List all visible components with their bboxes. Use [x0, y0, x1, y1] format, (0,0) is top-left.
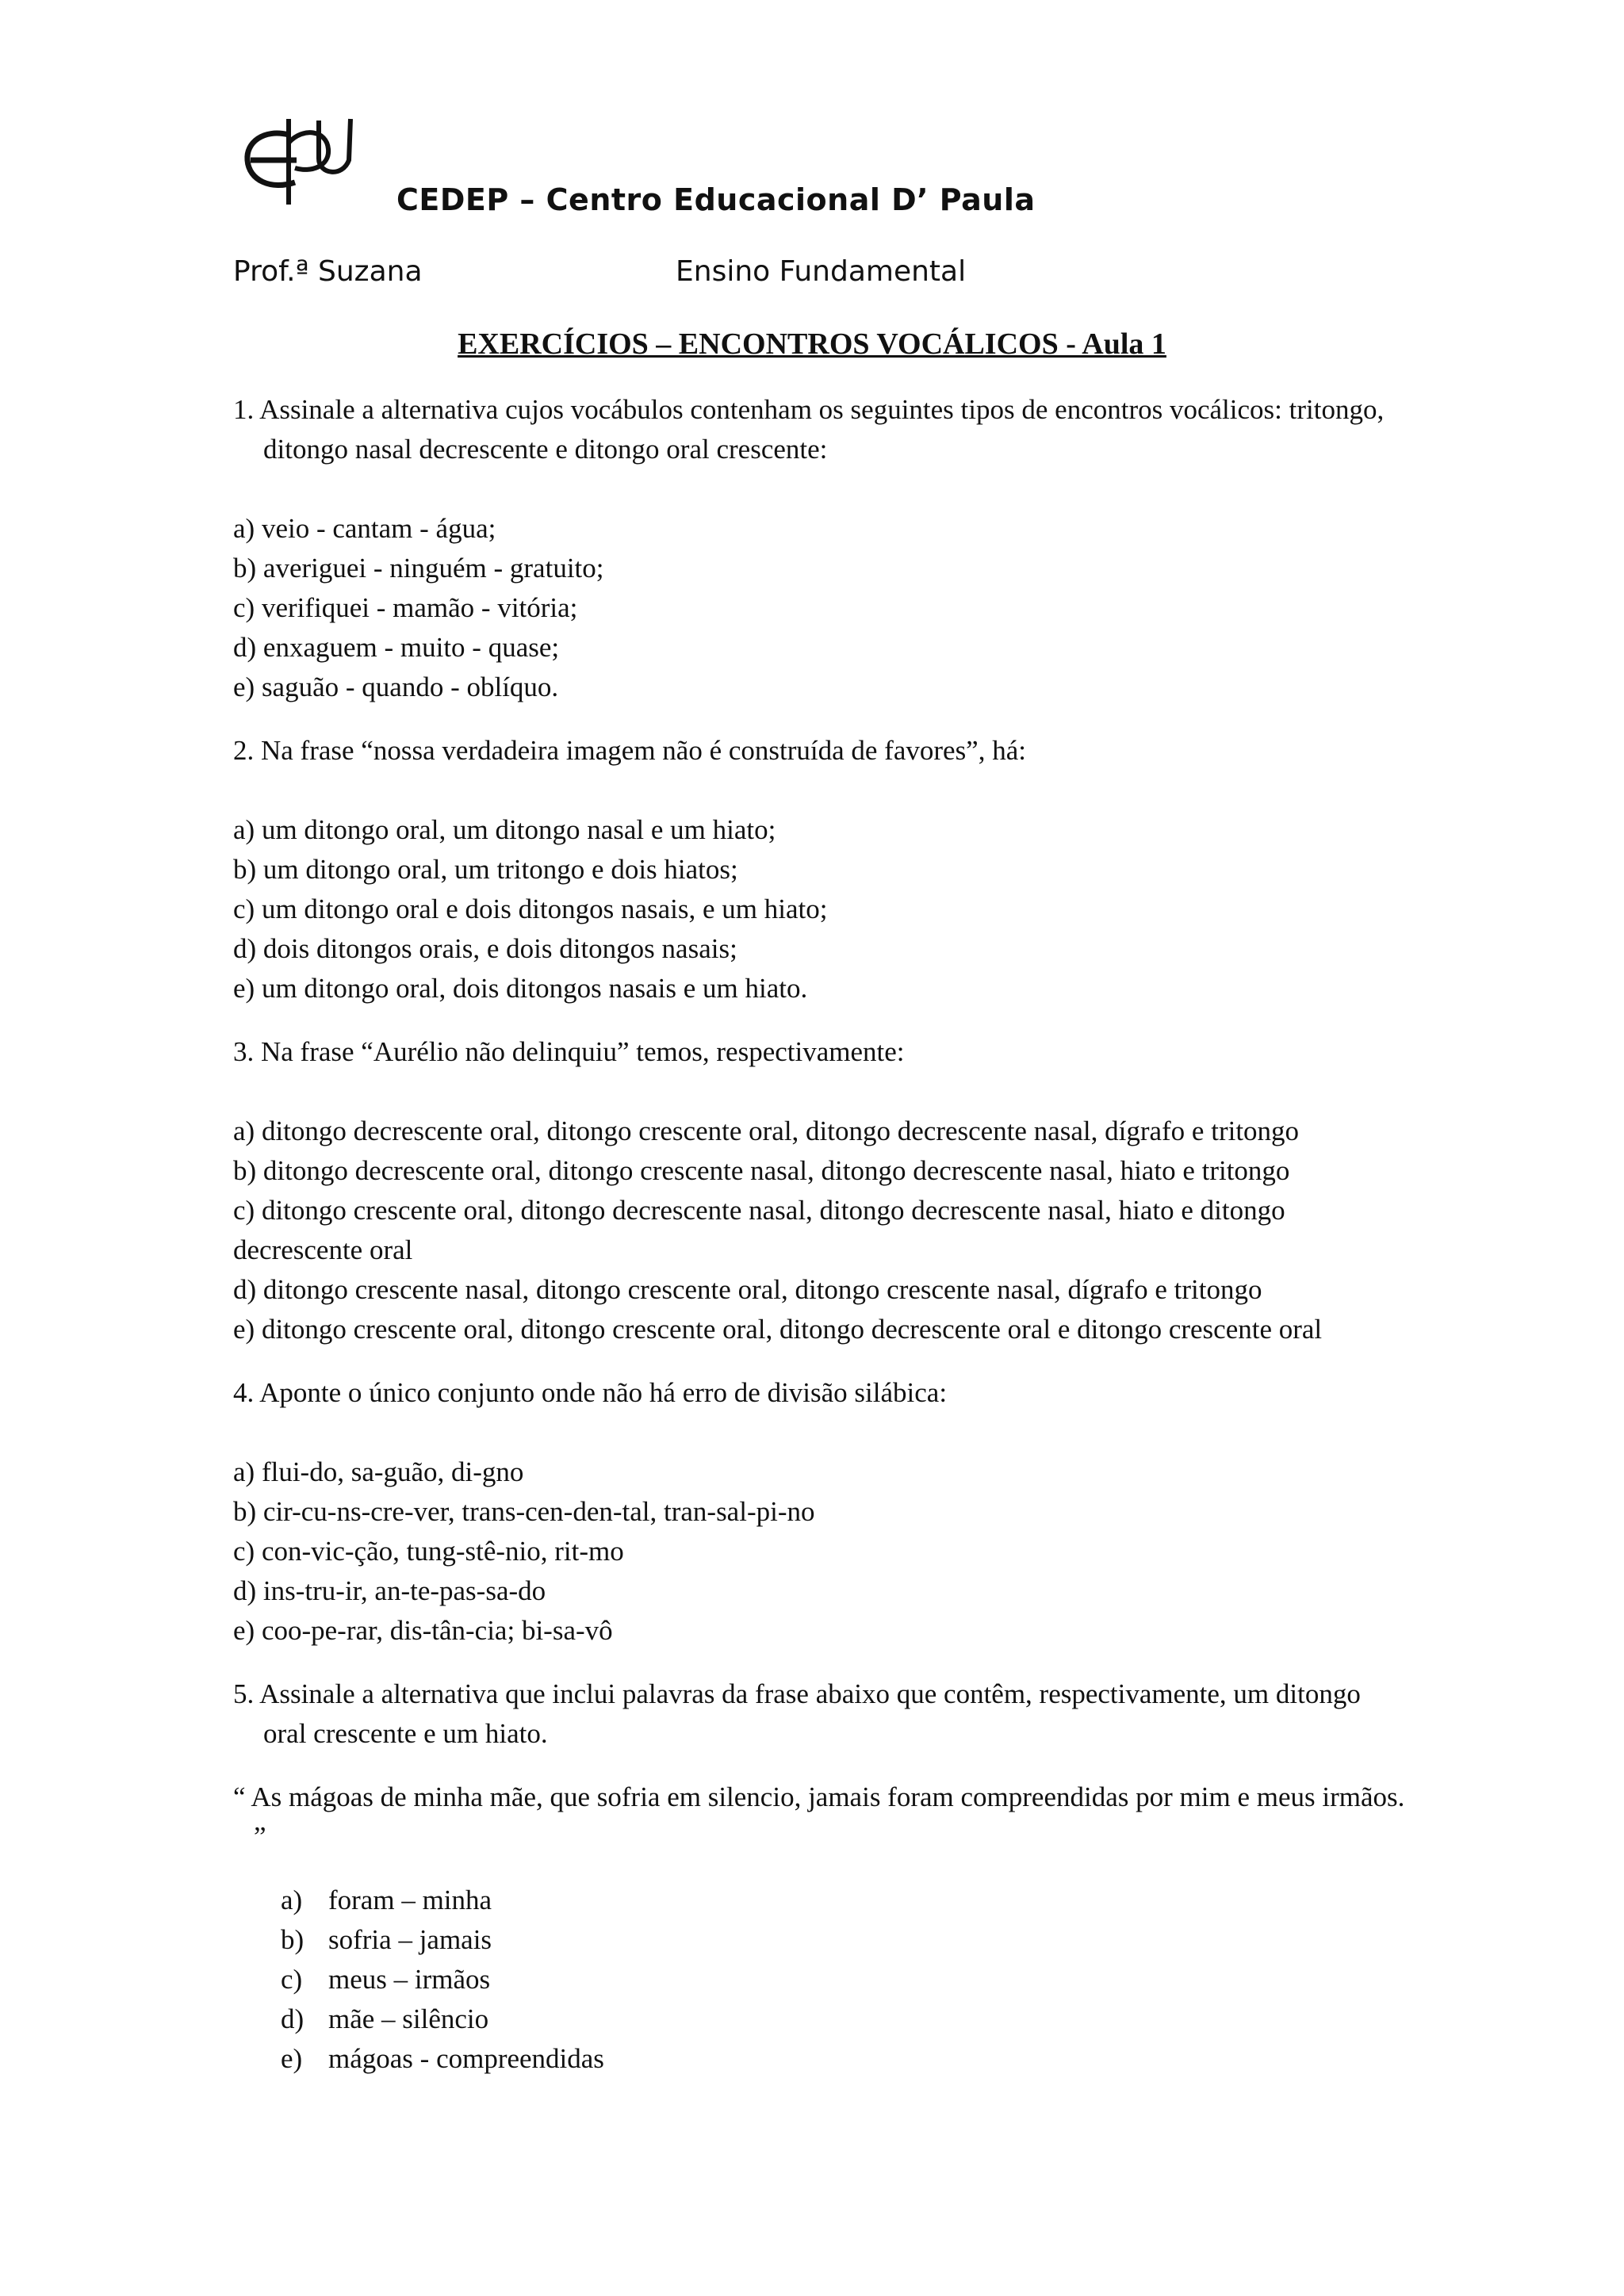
- option-letter: c): [281, 1964, 303, 1995]
- question-4: 4. Aponte o único conjunto onde não há erro de divisão silábica:: [233, 1377, 948, 1408]
- option: a) flui-do, sa-guão, di-gno: [233, 1456, 524, 1487]
- option-text: meus – irmãos: [328, 1964, 491, 1995]
- option: c) con-vic-ção, tung-stê-nio, rit-mo: [233, 1536, 624, 1567]
- option: c) um ditongo oral e dois ditongos nasais, e um hiato;: [233, 894, 828, 924]
- option-letter: d): [281, 2003, 304, 2034]
- option: [281, 2039, 1407, 2079]
- teacher-name: Prof.ª Suzana: [233, 255, 423, 288]
- question-1: 1. Assinale a alternativa cujos vocábulos contenham os seguintes tipos de encontros vocálicos: tritongo, ditongo nasal decrescente e ditongo oral crescente:: [233, 394, 1385, 465]
- option: b) um ditongo oral, um tritongo e dois hiatos;: [233, 854, 738, 885]
- worksheet-title: EXERCÍCIOS – ENCONTROS VOCÁLICOS - Aula 1: [458, 327, 1166, 361]
- option: d) enxaguem - muito - quase;: [233, 632, 560, 663]
- question-3-options: [233, 1112, 1407, 1349]
- option: b) ditongo decrescente oral, ditongo crescente nasal, ditongo decrescente nasal, hiato e tritongo: [233, 1155, 1290, 1186]
- option: c) verifiquei - mamão - vitória;: [233, 592, 578, 623]
- option: [281, 1999, 1407, 2039]
- option: [281, 1881, 1407, 1920]
- header-info: [233, 255, 1423, 295]
- option: b) averiguei - ninguém - gratuito;: [233, 553, 604, 584]
- option: e) saguão - quando - oblíquo.: [233, 672, 559, 702]
- question-5-options: [233, 1881, 1407, 2079]
- option: a) ditongo decrescente oral, ditongo crescente oral, ditongo decrescente nasal, dígrafo e tritongo: [233, 1115, 1300, 1146]
- question-5-quote: “ As mágoas de minha mãe, que sofria em silencio, jamais foram compreendidas por mim e meus irmãos. ”: [233, 1781, 1405, 1852]
- question-2: 2. Na frase “nossa verdadeira imagem não é construída de favores”, há:: [233, 735, 1026, 766]
- option: e) ditongo crescente oral, ditongo crescente oral, ditongo decrescente oral e ditongo crescente oral: [233, 1314, 1323, 1345]
- exercise-list: [233, 390, 1407, 2079]
- option-letter: e): [281, 2043, 303, 2074]
- option-letter: a): [281, 1885, 303, 1915]
- cedep-logo: [239, 111, 366, 206]
- option: [281, 1920, 1407, 1960]
- question-4-options: [233, 1452, 1407, 1651]
- school-level: Ensino Fundamental: [676, 255, 967, 288]
- option: d) dois ditongos orais, e dois ditongos nasais;: [233, 933, 737, 964]
- option: d) ins-tru-ir, an-te-pas-sa-do: [233, 1575, 546, 1606]
- question-1-options: [233, 509, 1407, 707]
- question-2-options: [233, 810, 1407, 1008]
- option-letter: b): [281, 1924, 304, 1955]
- option: a) um ditongo oral, um ditongo nasal e um hiato;: [233, 814, 776, 845]
- school-name: CEDEP – Centro Educacional D’ Paula: [396, 182, 1036, 217]
- option: e) coo-pe-rar, dis-tân-cia; bi-sa-vô: [233, 1615, 613, 1646]
- option: e) um ditongo oral, dois ditongos nasais e um hiato.: [233, 973, 808, 1004]
- option-text: mágoas - compreendidas: [328, 2043, 604, 2074]
- option: a) veio - cantam - água;: [233, 513, 496, 544]
- option-text: mãe – silêncio: [328, 2003, 489, 2034]
- option: b) cir-cu-ns-cre-ver, trans-cen-den-tal, tran-sal-pi-no: [233, 1496, 815, 1527]
- option: c) ditongo crescente oral, ditongo decrescente nasal, ditongo decrescente nasal, hiato e ditongo decrescente oral: [233, 1195, 1285, 1265]
- question-5: 5. Assinale a alternativa que inclui palavras da frase abaixo que contêm, respectivamente, um ditongo oral crescente e um hiato.: [233, 1678, 1361, 1749]
- option: d) ditongo crescente nasal, ditongo crescente oral, ditongo crescente nasal, dígrafo e tritongo: [233, 1274, 1262, 1305]
- option-text: sofria – jamais: [328, 1924, 492, 1955]
- option-text: foram – minha: [328, 1885, 492, 1915]
- question-3: 3. Na frase “Aurélio não delinquiu” temos, respectivamente:: [233, 1036, 905, 1067]
- option: [281, 1960, 1407, 1999]
